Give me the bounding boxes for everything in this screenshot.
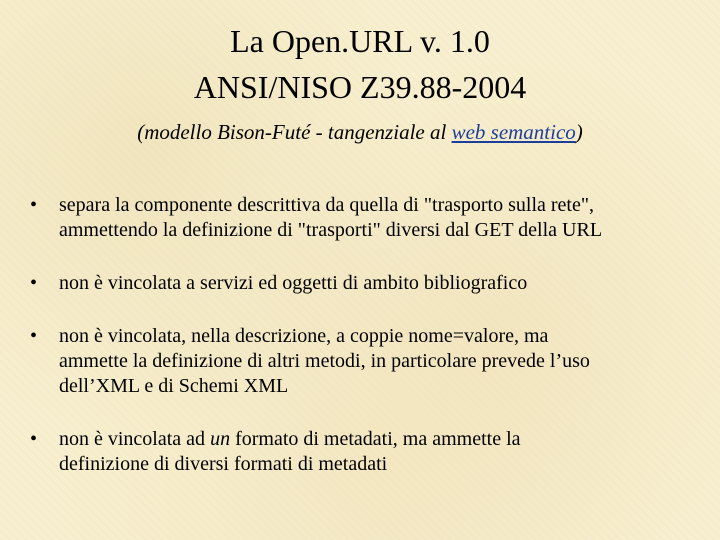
bullet-text-line: non è vincolata, nella descrizione, a coppie nome=valore, ma: [59, 325, 549, 347]
bullet-text-line: [59, 427, 715, 452]
bullet-text-line: dell’XML e di Schemi XML: [59, 375, 289, 397]
subtitle-suffix: ): [575, 120, 583, 144]
bullet-text-segment: formato di metadati, ma ammette la: [230, 428, 521, 450]
bullet-text-line: non è vincolata a servizi ed oggetti di ambito bibliografico: [59, 272, 528, 294]
slide-title-line-1: La Open.URL v. 1.0: [230, 23, 490, 59]
slide-title-line-2: ANSI/NISO Z39.88-2004: [193, 69, 527, 105]
bullet-item: [30, 271, 715, 296]
bullet-item: [30, 193, 715, 243]
bullet-text-line: separa la componente descrittiva da quella di "trasporto sulla rete",: [59, 194, 595, 216]
bullet-marker: •: [30, 428, 38, 450]
web-semantico-link[interactable]: web semantico: [451, 120, 576, 144]
bullet-text-line: ammette la definizione di altri metodi, in particolare prevede l’uso: [59, 350, 590, 372]
bullet-marker: •: [30, 325, 38, 347]
bullet-item: [30, 427, 715, 477]
subtitle-prefix: (modello Bison-Futé - tangenziale al: [137, 120, 452, 144]
bullet-text-emphasis: un: [210, 428, 231, 450]
bullet-item: [30, 324, 715, 399]
bullet-text-line: definizione di diversi formati di metadati: [59, 453, 388, 475]
bullet-marker: •: [30, 272, 38, 294]
bullet-text-segment: non è vincolata ad: [59, 428, 211, 450]
bullet-marker: •: [30, 194, 38, 216]
bullet-text-line: ammettendo la definizione di "trasporti" diversi dal GET della URL: [59, 219, 603, 241]
slide-subtitle: [0, 118, 720, 146]
bullet-list: [30, 193, 715, 505]
